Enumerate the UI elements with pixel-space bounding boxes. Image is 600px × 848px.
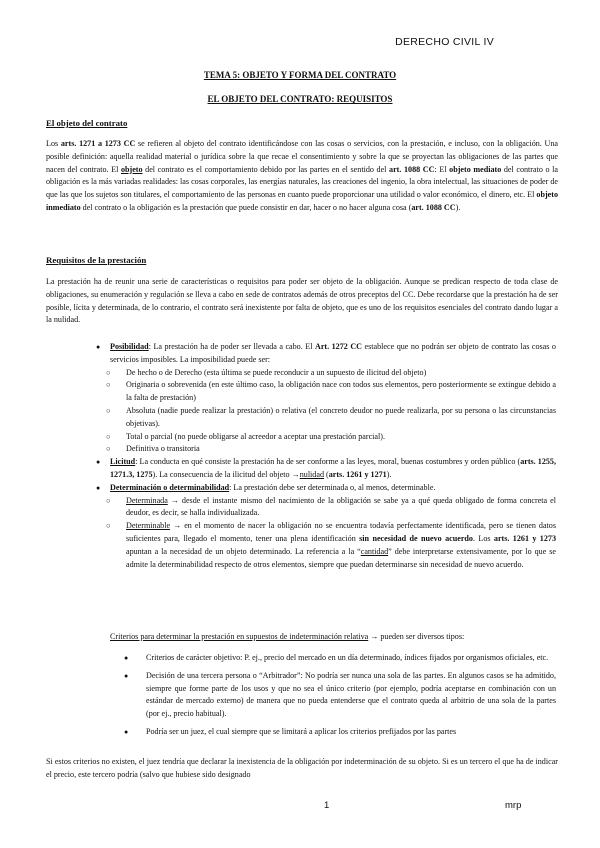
- determinacion-item: ● Determinación o determinabilidad: La prestación debe ser determinada o, al menos, determinable. ○ Determinada → desde el instante mismo del nacimiento de la obligación se sabe ya a qué queda obligado de forma concreta el deudor, es decir, se halla individualizada. ○ Determinable → en el momento de nacer la obligación no se encuentra todavía perfectamente identificada, pero se tienen datos suficientes para, llegado el momento, tener una plena identificación sin necesidad de nuevo acuerdo. Los arts. 1261 y 1273 apuntan a la necesidad de un objeto determinado. La referencia a la “cantidad” debe interpretarse extensivamente, por lo que se admite la determinabilidad respecto de otros elementos, siempre que puedan determinarse sin necesidad de nuevo acuerdo.: [110, 482, 556, 572]
- criterios-heading: Criterios para determinar la prestación en supuestos de indeterminación relativa → pueden ser diversos tipos:: [110, 632, 465, 641]
- list-item: ○ Determinada → desde el instante mismo del nacimiento de la obligación se sabe ya a qué queda obligado de forma concreta el deudor, es decir, se halla individualizada.: [110, 495, 556, 521]
- determinacion-sublist: [110, 495, 556, 572]
- requisitos-paragraph: La prestación ha de reunir una serie de características o requisitos para poder ser objeto de la obligación. Aunque se predican respecto de toda clase de obligaciones, su enumeración y regulación se lleva a cabo en sede de contratos además de otros preceptos del CC. Debe recordarse que la prestación ha de ser posible, lícita y determinada, de lo contrario, el contrato será inexistente por falta de objeto, que es uno de los requisitos esenciales del contrato dando lugar a la nulidad.: [46, 277, 558, 325]
- objeto-heading: El objeto del contrato: [46, 118, 128, 128]
- list-item: ○ De hecho o de Derecho (esta última se puede reconducir a un supuesto de ilicitud del objeto): [110, 367, 556, 380]
- posibilidad-sublist: [110, 367, 556, 457]
- author-initials: mrp: [505, 800, 522, 811]
- list-item: ○ Total o parcial (no puede obligarse al acreedor a aceptar una prestación parcial).: [110, 431, 556, 444]
- licitud-item: ● Licitud: La conducta en qué consiste la prestación ha de ser conforme a las leyes, moral, buenas costumbres y orden público (arts. 1255, 1271.3, 1275). La consecuencia de la ilicitud del objeto →nulidad (arts. 1261 y 1271).: [110, 456, 556, 482]
- list-item: ● Podría ser un juez, el cual siempre que se limitará a aplicar los criterios prefijados por las partes: [146, 726, 556, 739]
- criterios-list: [146, 652, 556, 744]
- topic-title: TEMA 5: OBJETO Y FORMA DEL CONTRATO: [203, 70, 397, 80]
- requisitos-heading: Requisitos de la prestación: [46, 255, 147, 265]
- posibilidad-item: ● Posibilidad: La prestación ha de poder ser llevada a cabo. El Art. 1272 CC establece que no podrán ser objeto de contrato las cosas o servicios imposibles. La imposibilidad puede ser: ○ De hecho o de Derecho (esta última se puede reconducir a un supuesto de ilicitud del objeto) ○ Originaria o sobrevenida (en este último caso, la obligación nace con todos sus elementos, pero posteriormente se extingue debido a la falta de prestación) ○ Absoluta (nadie puede realizar la prestación) o relativa (el concreto deudor no puede realizarla, por su persona o las circunstancias objetivas). ○ Total o parcial (no puede obligarse al acreedor a aceptar una prestación parcial). ○ Definitiva o transitoria: [110, 341, 556, 456]
- objeto-paragraph: Los arts. 1271 a 1273 CC se refieren al objeto del contrato identificándose con las cosas o servicios, con la prestación, e incluso, con la obligación. Una posible definición: aquella realidad material o jurídica sobre la que recae el consentimiento y sobre la que se proyectan las obligaciones de las partes que nacen del contrato. El objeto del contrato es el comportamiento debido por las partes en el sentido del art. 1088 CC: El objeto mediato del contrato o la obligación es la más variadas realidades: las cosas corporales, las energías naturales, las creaciones del ingenio, la obra intelectual, las situaciones de poder de que las que los sujetos son titulares, el comportamiento de las personas en cuanto puede proporcionar una utilidad o valor económico, el dinero, etc. El objeto inmediato del contrato o la obligación es la prestación que puede consistir en dar, hacer o no hacer alguna cosa (art. 1088 CC).: [46, 139, 559, 212]
- requirements-list: [110, 341, 556, 571]
- final-paragraph: Si estos criterios no existen, el juez tendría que declarar la inexistencia de la obligación por indeterminación de su objeto. Si es un tercero el que ha de indicar el precio, este tercero podría (salvo que hubiese sido designado: [46, 757, 558, 779]
- section-title: EL OBJETO DEL CONTRATO: REQUISITOS: [207, 94, 393, 104]
- list-item: ● Decisión de una tercera persona o “Arbitrador”: No podría ser nunca una sola de las partes. En algunos casos se ha admitido, siempre que forme parte de los usos y que no sea el único criterio (por ejemplo, podría aceptarse en combinación con un estándar de mercado externo) de manera que no pueda entenderse que el contrato queda al arbitrio de una sola de la partes (por ej., precio habitual).: [146, 670, 556, 721]
- list-item: ● Criterios de carácter objetivo: P. ej., precio del mercado en un día determinado, índices fijados por organismos oficiales, etc.: [146, 652, 556, 665]
- list-item: ○ Determinable → en el momento de nacer la obligación no se encuentra todavía perfectamente identificada, pero se tienen datos suficientes para, llegado el momento, tener una plena identificación sin necesidad de nuevo acuerdo. Los arts. 1261 y 1273 apuntan a la necesidad de un objeto determinado. La referencia a la “cantidad” debe interpretarse extensivamente, por lo que se admite la determinabilidad respecto de otros elementos, siempre que puedan determinarse sin necesidad de nuevo acuerdo.: [110, 520, 556, 571]
- page-number: 1: [324, 800, 330, 811]
- list-item: ○ Definitiva o transitoria: [110, 443, 556, 456]
- course-header: DERECHO CIVIL IV: [395, 36, 494, 48]
- list-item: ○ Absoluta (nadie puede realizar la prestación) o relativa (el concreto deudor no puede realizarla, por su persona o las circunstancias objetivas).: [110, 405, 556, 431]
- list-item: ○ Originaria o sobrevenida (en este último caso, la obligación nace con todos sus elementos, pero posteriormente se extingue debido a la falta de prestación): [110, 379, 556, 405]
